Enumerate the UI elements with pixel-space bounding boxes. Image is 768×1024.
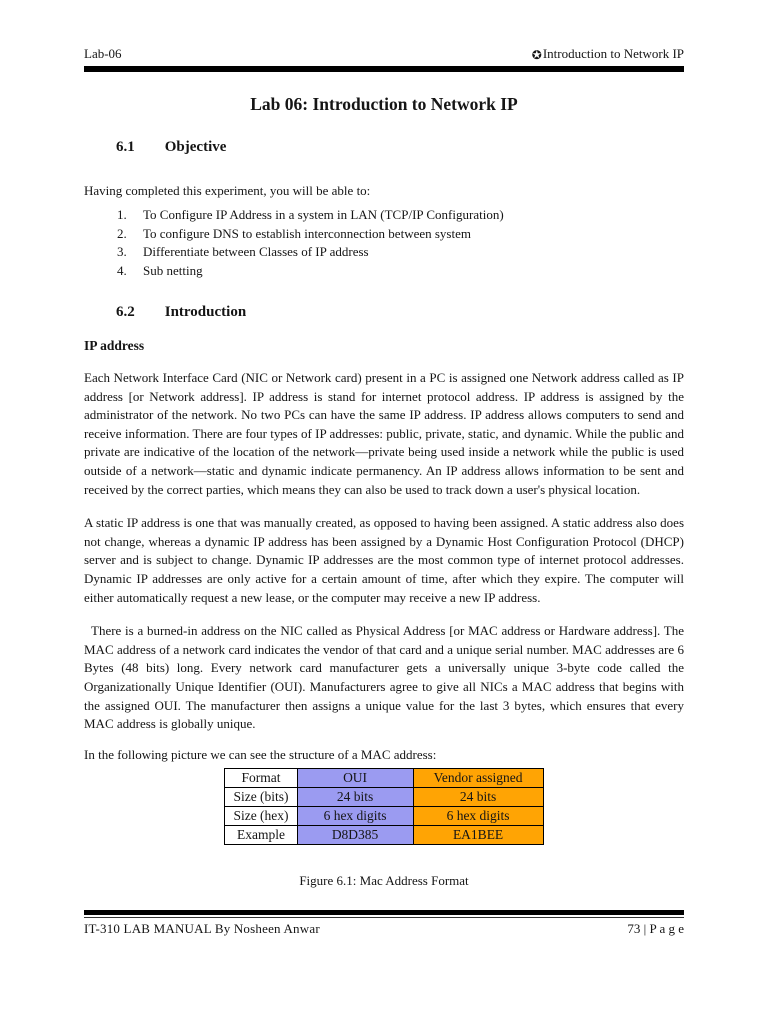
table-cell: Size (hex) [225,806,297,825]
footer-rule-thin [84,917,684,918]
header-left-label: Lab-06 [84,46,122,61]
table-cell: D8D385 [297,825,413,844]
header-rule [84,66,684,72]
mac-address-format-table [224,768,543,845]
page-footer [84,921,684,937]
figure-intro-text: In the following picture we can see the structure of a MAC address: [84,746,437,762]
list-item-text: Differentiate between Classes of IP address [143,244,369,259]
page-title: Lab 06: Introduction to Network IP [250,94,518,114]
list-item [117,206,684,225]
table-cell: EA1BEE [413,825,543,844]
paragraph: A static IP address is one that was manually created, as opposed to having been assigned. A static address also does not change, whereas a dynamic IP address has been assigned by a Dynamic Host Configuration Protocol (DHCP) server and is subject to change. Dynamic IP addresses are the most common type of internet protocol addresses. Dynamic IP addresses are only active for a certain amount of time, after which they expire. The computer will either automatically request a new lease, or the computer may receive a new IP address. [84,515,684,605]
table-cell: Format [225,768,297,787]
list-item [117,243,684,262]
subheading-ip-address: IP address [84,338,145,353]
footer-page-number: 73 | P a g e [627,920,684,936]
header-right [532,46,684,62]
section-number: 6.2 [116,304,135,320]
section-number: 6.1 [116,139,135,155]
table-row [225,768,543,787]
section-label: Objective [164,139,227,155]
table-cell: OUI [297,768,413,787]
page-header [84,46,684,62]
header-right-label: Introduction to Network IP [542,46,684,61]
list-item-text: To configure DNS to establish interconnection between system [143,225,471,241]
section-heading-objective [84,139,684,156]
table-cell: Example [225,825,297,844]
figure-caption: Figure 6.1: Mac Address Format [299,872,469,888]
star-circle-icon: ✪ [531,48,542,62]
table-cell: Vendor assigned [413,768,543,787]
table-cell: 24 bits [413,787,543,806]
list-item-number: 1. [117,207,127,222]
objective-list [84,206,684,280]
footer-rule [84,910,684,918]
list-item [117,262,684,281]
table-cell: Size (bits) [225,787,297,806]
list-item-number: 4. [117,262,127,278]
paragraph: Each Network Interface Card (NIC or Network card) present in a PC is assigned one Network address called as IP address [or Network address]. IP address is stand for internet protocol address. IP address is assigned by the administrator of the network. No two PCs can have the same IP address. IP address allows computers to send and receive information. There are four types of IP addresses: public, private, static, and dynamic. While the public and private are indicative of the location of the network—private being used inside a network while the public is used outside of a network—static and dynamic indicate permanency. An IP address allows information to be sent and received by the correct parties, which means they can also be used to track down a user's physical location. [84,370,684,497]
table-cell: 24 bits [297,787,413,806]
list-item-number: 3. [117,244,127,259]
table-row [225,787,543,806]
footer-left-label: IT-310 LAB MANUAL By Nosheen Anwar [84,920,320,936]
list-item-number: 2. [117,225,127,241]
list-item [117,225,684,244]
list-item-text: Sub netting [143,262,203,278]
objective-lead-text: Having completed this experiment, you will be able to: [84,183,371,198]
paragraph: There is a burned-in address on the NIC called as Physical Address [or MAC address or Hardware address]. The MAC address of a network card indicates the vendor of that card and a unique serial number. MAC addresses are 6 Bytes (48 bits) long. Every network card manufacturer gets a universally unique 3-byte code called the Organizationally Unique Identifier (OUI). Manufacturers agree to give all NICs a MAC address that begins with the assigned OUI. The manufacturer then assigns a unique value for the last 3 bytes, which ensures that every MAC address is globally unique. [84,623,684,732]
table-row [225,825,543,844]
table-cell: 6 hex digits [413,806,543,825]
section-label: Introduction [164,304,247,320]
section-heading-introduction [84,304,684,321]
table-cell: 6 hex digits [297,806,413,825]
footer-rule-thick [84,910,684,915]
table-row [225,806,543,825]
list-item-text: To Configure IP Address in a system in LAN (TCP/IP Configuration) [143,207,504,222]
